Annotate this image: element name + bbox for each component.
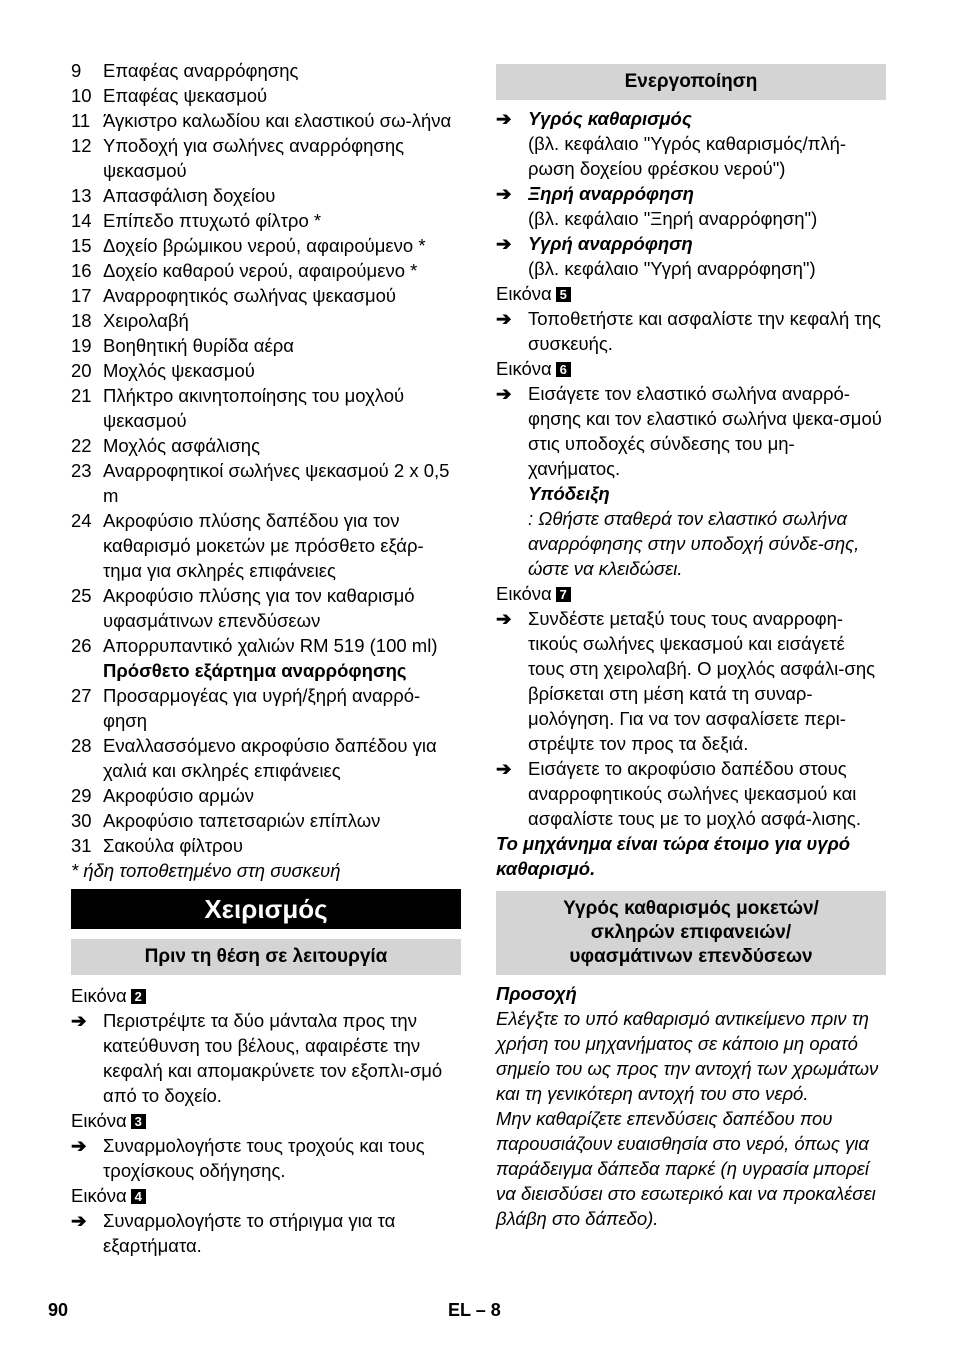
part-item: [71, 683, 461, 733]
section-title-wet-cleaning: Υγρός καθαρισμός μοκετών/ σκληρών επιφανειών/ υφασμάτινων επενδύσεων: [496, 891, 886, 975]
part-item: [71, 508, 461, 583]
part-item: [71, 733, 461, 783]
instruction-step: ➔ Περιστρέψτε τα δύο μάνταλα προς την κατεύθυνση του βέλους, αφαιρέστε την κεφαλή και απομακρύνετε τον εξοπλι-σμό από το δοχείο.: [71, 1010, 443, 1106]
part-number: 10: [71, 85, 92, 106]
mode-list: [496, 106, 886, 281]
part-label: Δοχείο βρώμικου νερού, αφαιρούμενο *: [103, 235, 426, 256]
part-item: [71, 83, 461, 108]
part-number: 14: [71, 210, 92, 231]
subsection-title-before-start: Πριν τη θέση σε λειτουργία: [71, 939, 461, 975]
part-number: 16: [71, 260, 92, 281]
mode-title: Ξηρή αναρρόφηση: [528, 183, 694, 204]
mode-step: [496, 106, 886, 131]
arrow-right-icon: ➔: [496, 108, 512, 129]
part-number: 17: [71, 285, 92, 306]
part-label: Χειρολαβή: [103, 310, 189, 331]
caution-text: Ελέγξτε το υπό καθαρισμό αντικείμενο πριν τη χρήση του μηχανήματος σε κάποιο μη ορατό σημείο του ως προς την αντοχή των χρωμάτων και τη γενικότερη αντοχή του στο νερό.: [496, 1008, 879, 1104]
part-label: Ακροφύσιο πλύσης δαπέδου για τον καθαρισμό μοκετών με πρόσθετο εξάρ-τημα για σκληρές επιφάνειες: [103, 510, 424, 581]
part-label: Δοχείο καθαρού νερού, αφαιρούμενο *: [103, 260, 418, 281]
language-page-code: EL – 8: [448, 1300, 501, 1320]
part-number: 11: [71, 110, 91, 131]
part-label: Ακροφύσιο ταπετσαριών επίπλων: [103, 810, 381, 831]
part-label: Απορρυπαντικό χαλιών RM 519 (100 ml): [103, 635, 438, 656]
arrow-right-icon: ➔: [71, 1210, 87, 1231]
ready-note: Το μηχάνημα είναι τώρα έτοιμο για υγρό καθαρισμό.: [496, 833, 851, 879]
instruction-step: ➔ Τοποθετήστε και ασφαλίστε την κεφαλή της συσκευής.: [496, 308, 881, 354]
part-number: 29: [71, 785, 92, 806]
instruction-step: ➔ Εισάγετε το ακροφύσιο δαπέδου στους αναρροφητικούς σωλήνες ψεκασμού και ασφαλίστε τους με το μοχλό ασφά-λισης.: [496, 758, 861, 829]
right-column: [496, 58, 886, 1231]
figure-number-badge: 2: [131, 989, 146, 1004]
part-item: [71, 458, 461, 508]
part-label: Απασφάλιση δοχείου: [103, 185, 276, 206]
mode-reference: (βλ. κεφάλαιο "Υγρός καθαρισμός/πλή-ρωση δοχείου φρέσκου νερού"): [528, 133, 847, 179]
caution-title: Προσοχή: [496, 983, 577, 1004]
part-label: Αναρροφητικός σωλήνας ψεκασμού: [103, 285, 397, 306]
part-label: Επαφέας ψεκασμού: [103, 85, 268, 106]
part-item: [71, 183, 461, 208]
part-number: 9: [71, 60, 82, 81]
arrow-right-icon: ➔: [496, 233, 512, 254]
section-title-activation: Ενεργοποίηση: [496, 64, 886, 100]
part-label: Προσαρμογέας για υγρή/ξηρή αναρρό-φηση: [103, 685, 421, 731]
arrow-right-icon: ➔: [496, 308, 512, 329]
arrow-right-icon: ➔: [496, 183, 512, 204]
arrow-right-icon: ➔: [71, 1010, 87, 1031]
part-item: [71, 833, 461, 858]
part-number: 24: [71, 510, 92, 531]
part-number: 25: [71, 585, 92, 606]
caution-text: Μην καθαρίζετε επενδύσεις δαπέδου που παρουσιάζουν ευαισθησία στο νερό, όπως για παράδειγμα δάπεδα παρκέ (η υγρασία μπορεί να διεισδύσει στο εσωτερικό και να προκαλέσει βλάβη στο δάπεδο).: [496, 1108, 876, 1229]
left-column: [71, 58, 461, 1258]
arrow-right-icon: ➔: [496, 608, 512, 629]
mode-reference: (βλ. κεφάλαιο "Ξηρή αναρρόφηση"): [528, 208, 818, 229]
part-item: [71, 383, 461, 433]
part-item: [71, 333, 461, 358]
arrow-right-icon: ➔: [496, 383, 512, 404]
part-item: [71, 808, 461, 833]
part-number: 31: [71, 835, 92, 856]
part-number: 13: [71, 185, 92, 206]
part-label: Μοχλός ασφάλισης: [103, 435, 261, 456]
instruction-step: ➔ Συνδέστε μεταξύ τους τους αναρροφη-τικούς σωλήνες ψεκασμού και εισάγετέ τους στη χειρολαβή. Ο μοχλός ασφάλι-σης βρίσκεται στη μέση κατά τη συναρ-μολόγηση. Για να τον ασφαλίσετε περι-στρέψτε τον προς τα δεξιά.: [496, 608, 876, 754]
part-label: Υποδοχή για σωλήνες αναρρόφησης ψεκασμού: [103, 135, 405, 181]
part-item: [71, 133, 461, 183]
part-label: Επίπεδο πτυχωτό φίλτρο *: [103, 210, 322, 231]
footnote: * ήδη τοποθετημένο στη συσκευή: [71, 860, 341, 881]
mode-title: Υγρός καθαρισμός: [528, 108, 692, 129]
figure-number-badge: 7: [556, 587, 571, 602]
part-item: [71, 208, 461, 233]
part-label: Επαφέας αναρρόφησης: [103, 60, 299, 81]
figure-ref: Εικόνα 2: [71, 983, 461, 1008]
parts-list: [71, 58, 461, 658]
part-number: 15: [71, 235, 92, 256]
part-item: [71, 308, 461, 333]
figure-number-badge: 4: [131, 1189, 146, 1204]
figure-ref: Εικόνα 4: [71, 1183, 461, 1208]
part-number: 26: [71, 635, 92, 656]
part-item: [71, 108, 461, 133]
figure-number-badge: 6: [556, 362, 571, 377]
part-item: [71, 233, 461, 258]
mode-step: [496, 231, 886, 256]
part-number: 27: [71, 685, 92, 706]
part-label: Ακροφύσιο πλύσης για τον καθαρισμό υφασμάτινων επενδύσεων: [103, 585, 415, 631]
part-label: Άγκιστρο καλωδίου και ελαστικού σω-λήνα: [103, 110, 452, 131]
part-number: 19: [71, 335, 92, 356]
note-text: : Ωθήστε σταθερά τον ελαστικό σωλήνα αναρρόφησης στην υποδοχή σύνδε-σης, ώστε να κλειδώσει.: [528, 508, 860, 579]
part-item: [71, 58, 461, 83]
part-number: 28: [71, 735, 92, 756]
note-title: Υπόδειξη: [528, 483, 610, 504]
part-number: 21: [71, 385, 92, 406]
mode-reference: (βλ. κεφάλαιο "Υγρή αναρρόφηση"): [528, 258, 816, 279]
figure-number-badge: 5: [556, 287, 571, 302]
part-item: [71, 583, 461, 633]
part-item: [71, 633, 461, 658]
accessory-subheading: Πρόσθετο εξάρτημα αναρρόφησης: [103, 660, 407, 681]
instruction-step: ➔ Συναρμολογήστε το στήριγμα για τα εξαρτήματα.: [71, 1210, 396, 1256]
figure-ref: Εικόνα 7: [496, 581, 886, 606]
mode-step: [496, 181, 886, 206]
part-item: [71, 358, 461, 383]
part-number: 12: [71, 135, 92, 156]
arrow-right-icon: ➔: [496, 758, 512, 779]
figure-number-badge: 3: [131, 1114, 146, 1129]
part-label: Πλήκτρο ακινητοποίησης του μοχλού ψεκασμού: [103, 385, 405, 431]
part-label: Αναρροφητικοί σωλήνες ψεκασμού 2 x 0,5 m: [103, 460, 450, 506]
part-label: Σακούλα φίλτρου: [103, 835, 243, 856]
parts-list-accessories: [71, 683, 461, 858]
section-title-operation: Χειρισμός: [71, 889, 461, 929]
part-number: 20: [71, 360, 92, 381]
part-item: [71, 783, 461, 808]
part-number: 23: [71, 460, 92, 481]
mode-title: Υγρή αναρρόφηση: [528, 233, 693, 254]
part-label: Εναλλασσόμενο ακροφύσιο δαπέδου για χαλιά και σκληρές επιφάνειες: [103, 735, 437, 781]
part-label: Βοηθητική θυρίδα αέρα: [103, 335, 294, 356]
part-item: [71, 283, 461, 308]
part-item: [71, 433, 461, 458]
figure-ref: Εικόνα 5: [496, 281, 886, 306]
arrow-right-icon: ➔: [71, 1135, 87, 1156]
figure-ref: Εικόνα 6: [496, 356, 886, 381]
instruction-step: ➔ Συναρμολογήστε τους τροχούς και τους τροχίσκους οδήγησης.: [71, 1135, 425, 1181]
instruction-step: ➔ Εισάγετε τον ελαστικό σωλήνα αναρρό-φησης και τον ελαστικό σωλήνα ψεκα-σμού στις υποδοχές σύνδεσης του μη-χανήματος.: [496, 383, 882, 479]
figure-ref: Εικόνα 3: [71, 1108, 461, 1133]
part-number: 22: [71, 435, 92, 456]
part-label: Μοχλός ψεκασμού: [103, 360, 255, 381]
part-item: [71, 258, 461, 283]
part-number: 18: [71, 310, 92, 331]
page-number: 90: [48, 1300, 69, 1320]
part-number: 30: [71, 810, 92, 831]
part-label: Ακροφύσιο αρμών: [103, 785, 255, 806]
